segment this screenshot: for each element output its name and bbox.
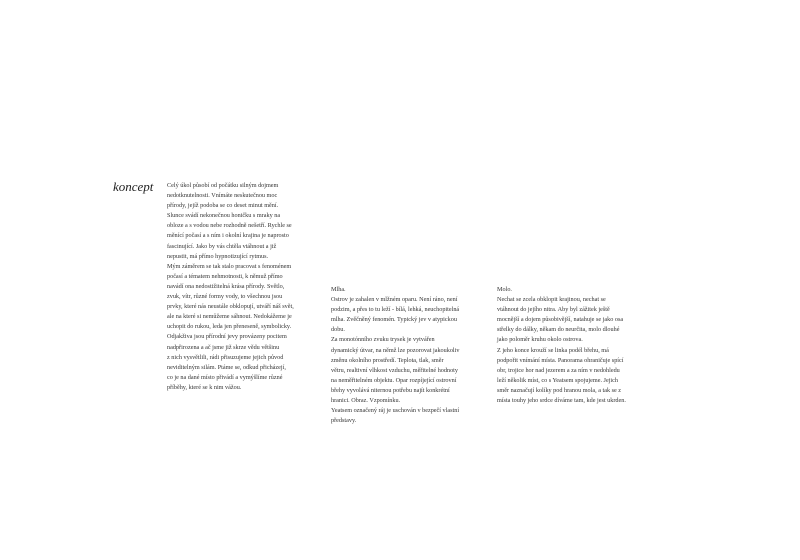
section-heading: koncept: [113, 179, 154, 194]
paragraph: Nechat se zcela obklopit krajinou, nechat se vtáhnout do jejího nitra. Aby byl zážitek ještě mocnější a dojem působivější, natahuje se jako osa střelky do dálky, někam do neurčita, molo dlouhé jako poloměr kruhu okolo ostrova.: [497, 296, 624, 344]
text-column-molo: [497, 285, 645, 406]
text-column-intro: [167, 181, 312, 393]
paragraph: Yeatsem označený ráj je uschován v bezpečí vlastní představy.: [331, 407, 460, 425]
column-title: Molo.: [497, 286, 512, 293]
paragraph: Mým záměrem se tak stalo pracovat s fenoménem počasí a tématem nehmotnosti, k němuž přímo navádí ona nedostižitelná krása přírody. Světlo, zvuk, vítr, různé formy vody, to všechnou jsou prvky, které nás neustále obklopují, utváří náš svět, ale na které si nemůžeme sáhnout. Nedokážeme je uchopit do rukou, leda jen přeneseně, symbolicky. Odjakživa jsou přírodní jevy provázeny pocitem nadpřirozena a ač jsme již skrze vědu většinu z nich vysvětlili, rádi přisuzujeme jejich původ neviditelným silám. Ptáme se, odkud přicházejí, co je na dané místo přivádí a vymýšlíme různé příběhy, které se k nim vážou.: [167, 262, 294, 391]
paragraph: Ostrov je zahalen v mlžném oparu. Není ráno, není podzim, a přes to tu leží - bílá, lehká, neuchopitelná mlha. Zvěčněný fenomén. Typický jev v atypickou dobu.: [331, 296, 460, 334]
paragraph: Celý úkol působí od počátku silným dojmem nedotknutelnosti. Vnímáte neskutečnou moc přírody, jejíž podoba se co deset minut mění. Slunce svádí nekonečnou honičku s mraky na obloze a s vodou nebe rozhodně nešetří. Rychle se měnící počasí a s ním i okolní krajina je naprosto fascinující. Jako by vás chtěla vtáhnout a již nepustit, má přímo hypnotizující rytmus.: [167, 182, 292, 260]
paragraph: Z jeho konce krouží se linka podél břehu, má podpořit vnímání místa. Panorama ohraničuje spící obr, trojice hor nad jezerem a za ním v nedohledu leží několik míst, co s Yeatsem spojujeme. Jejich směr naznačují kolíky pod hranou mola, a tak se z místa touhy jeho srdce díváme tam, kde jest ukrden.: [497, 346, 626, 405]
text-column-mlha: [331, 285, 479, 426]
paragraph: Za monotónního zvuku trysek je vytvářen dynamický útvar, na němž lze pozorovat jakoukoliv změnu okolního prostředí. Teplota, tlak, směr větru, realtivní vlhkost vzduchu, měřitelné hodnoty na neměřitelném objektu. Opar rozpíjející ostrovní břehy vyvolává niternou potřebu najít konkrétní hranici. Obraz. Vzpomínku.: [331, 336, 460, 405]
column-title: Mlha.: [331, 286, 346, 293]
